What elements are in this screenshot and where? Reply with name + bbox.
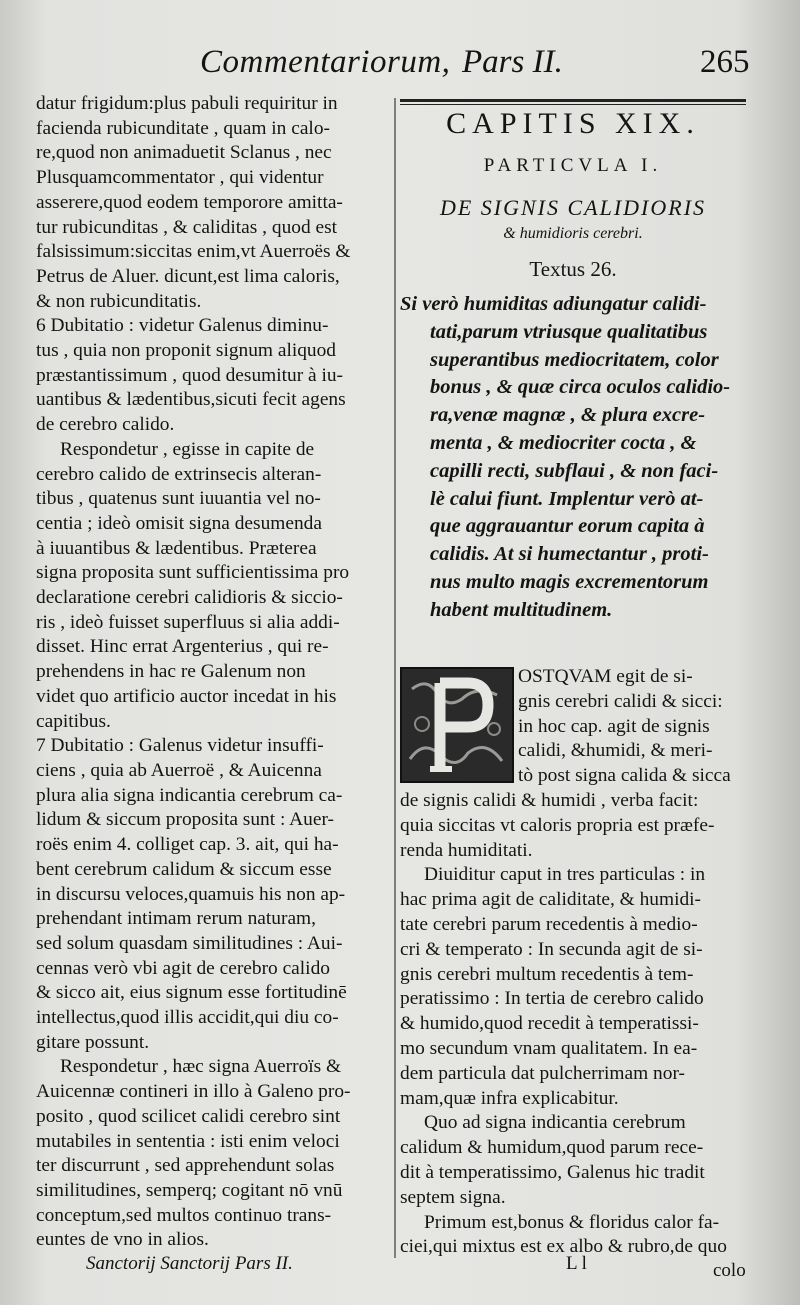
quote-line: que aggrauantur eorum capita à xyxy=(430,515,705,538)
quote-line: calidis. At si humectantur , proti- xyxy=(430,543,709,566)
text-line: bent cerebrum calidum & siccum esse xyxy=(36,858,332,880)
text-line: Diuiditur caput in tres particulas : in xyxy=(424,864,706,886)
section-title: DE SIGNIS CALIDIORIS xyxy=(439,195,707,220)
text-line: calidum & humidum,quod parum rece- xyxy=(400,1137,704,1159)
text-line: de cerebro calido. xyxy=(36,414,175,436)
text-line: mam,quæ infra explicabitur. xyxy=(400,1087,619,1109)
text-line: OSTQVAM egit de si- xyxy=(518,666,693,687)
text-line: mutabiles in sententia : isti enim veloci xyxy=(36,1130,340,1152)
text-line: dem particula dat pulcherrimam nor- xyxy=(400,1062,685,1084)
quote-line: nus multo magis excrementorum xyxy=(430,570,709,593)
text-line: prehendens in hac re Galenum non xyxy=(36,661,306,683)
text-line: renda humiditati. xyxy=(400,839,533,861)
text-line: roës enim 4. colliget cap. 3. ait, qui ha- xyxy=(36,834,339,856)
printer-signature: Sanctorij Sanctorij Pars II. xyxy=(86,1253,293,1274)
text-line: tate cerebri parum recedentis à medio- xyxy=(400,913,698,935)
text-line: dit à temperatissimo, Galenus hic tradit xyxy=(400,1161,705,1183)
text-line: Petrus de Aluer. dicunt,est lima caloris, xyxy=(36,265,340,287)
quote-line: habent multitudinem. xyxy=(430,598,613,621)
quote-line: lè calui fiunt. Implentur verò at- xyxy=(430,487,704,510)
text-line: tur rubicunditas , & caliditas , quod est xyxy=(36,216,338,238)
quoted-text xyxy=(400,291,746,625)
top-rule xyxy=(400,99,746,102)
text-line: similitudines, semperq; cogitant nō vnū xyxy=(36,1179,343,1201)
page-number: 265 xyxy=(700,44,750,80)
text-line: cri & temperato : In secunda agit de si- xyxy=(400,938,703,960)
text-line: cerebro calido de extrinsecis alteran- xyxy=(36,463,322,485)
text-line: Respondetur , egisse in capite de xyxy=(60,438,315,460)
text-line: cennas verò vbi agit de cerebro calido xyxy=(36,957,330,979)
text-line: asserere,quod eodem temporore amitta- xyxy=(36,191,343,213)
text-line: declaratione cerebri calidioris & siccio- xyxy=(36,587,343,609)
text-line: in discursu veloces,quamuis his non ap- xyxy=(36,883,346,905)
running-part: Pars II. xyxy=(462,44,563,80)
text-line: hac prima agit de caliditate, & humidi- xyxy=(400,889,701,911)
text-line: capitibus. xyxy=(36,710,111,732)
signature-mark: L l xyxy=(566,1253,587,1274)
text-line: quia siccitas vt caloris propria est præfe- xyxy=(400,814,715,836)
text-line: datur frigidum:plus pabuli requiritur in xyxy=(36,93,338,114)
text-line: calidi, &humidi, & meri- xyxy=(518,740,713,762)
text-line: sed solum quasdam similitudines : Aui- xyxy=(36,932,343,954)
text-line: in hoc cap. agit de signis xyxy=(518,715,710,737)
text-line: lidum & siccum proposita sunt : Auer- xyxy=(36,809,334,831)
particula-heading: PARTICVLA I. xyxy=(483,155,663,176)
running-header xyxy=(0,40,800,90)
text-line: intellectus,quod illis accidit,qui diu co- xyxy=(36,1007,339,1029)
column-divider xyxy=(394,98,396,1258)
catchword: colo xyxy=(713,1260,746,1281)
text-line: gitare possunt. xyxy=(36,1031,150,1053)
text-line: facienda rubicunditate , quam in calo- xyxy=(36,117,330,139)
text-line: conceptum,sed multos continuo trans- xyxy=(36,1204,332,1226)
text-line: videt quo artificio auctor incedat in his xyxy=(36,685,337,707)
text-line: ciens , quia ab Auerroë , & Auicenna xyxy=(36,759,322,781)
text-line: 6 Dubitatio : videtur Galenus diminu- xyxy=(36,315,329,337)
quote-line: tati,parum vtriusque qualitatibus xyxy=(430,320,708,343)
text-line: signa proposita sunt sufficientissima pro xyxy=(36,562,350,584)
text-line: de signis calidi & humidi , verba facit: xyxy=(400,789,699,811)
text-line: gnis cerebri multum recedentis à tem- xyxy=(400,963,694,985)
text-line: Auicennæ contineri in illo à Galeno pro- xyxy=(36,1081,351,1103)
text-line: ris , ideò fuisset superfluus si alia addi- xyxy=(36,611,340,633)
text-line: tò post signa calida & sicca xyxy=(518,765,731,787)
quote-line: bonus , & quæ circa oculos calidio- xyxy=(430,376,731,399)
text-line: posito , quod scilicet calidi cerebro sint xyxy=(36,1105,341,1127)
quote-line: ra,venæ magnæ , & plura excre- xyxy=(430,404,706,427)
text-line: mo secundum vnam qualitatem. In ea- xyxy=(400,1037,698,1059)
text-line: peratissimo : In tertia de cerebro calido xyxy=(400,988,704,1010)
text-line: 7 Dubitatio : Galenus videtur insuffi- xyxy=(36,735,324,757)
quote-line: superantibus mediocritatem, color xyxy=(430,348,719,371)
text-line: uantibus & lædentibus,sicuti fecit agens xyxy=(36,389,346,411)
text-line: à iuuantibus & lædentibus. Præterea xyxy=(36,537,317,559)
text-line: re,quod non animaduetit Sclanus , nec xyxy=(36,142,332,164)
quote-line: Si verò humiditas adiungatur calidi- xyxy=(400,293,707,315)
text-line: Plusquamcommentator , qui videntur xyxy=(36,167,324,189)
left-column xyxy=(36,92,380,1252)
text-line: præstantissimum , quod desumitur à iu- xyxy=(36,364,344,386)
text-line: ciei,qui mixtus est ex albo & rubro,de quo xyxy=(400,1236,727,1258)
text-line: Quo ad signa indicantia cerebrum xyxy=(424,1112,686,1134)
text-line: plura alia signa indicantia cerebrum ca- xyxy=(36,784,343,806)
text-line: septem signa. xyxy=(400,1186,506,1208)
text-line: Respondetur , hæc signa Auerroïs & xyxy=(60,1056,342,1078)
text-line: tus , quia non proponit signum aliquod xyxy=(36,340,337,362)
text-line: & humido,quod recedit à temperatissi- xyxy=(400,1013,699,1035)
top-rule-thin xyxy=(400,104,746,105)
textus-label: Textus 26. xyxy=(529,257,617,281)
right-column xyxy=(398,95,748,1258)
running-title: Commentariorum, xyxy=(200,44,451,80)
text-line: & non rubicunditatis. xyxy=(36,290,202,312)
section-subtitle: & humidioris cerebri. xyxy=(503,225,643,242)
text-line: falsissimum:siccitas enim,vt Auerroës & xyxy=(36,241,351,263)
text-line: euntes de vno in alios. xyxy=(36,1229,209,1251)
text-line: & sicco ait, eius signum esse fortitudinē xyxy=(36,982,347,1004)
text-line: prehendant intimam rerum naturam, xyxy=(36,908,316,930)
text-line: tibus , quatenus sunt iuuantia vel no- xyxy=(36,488,321,510)
text-line: gnis cerebri calidi & sicci: xyxy=(518,690,723,712)
text-line: Primum est,bonus & floridus calor fa- xyxy=(424,1211,720,1233)
chapter-heading: CAPITIS XIX. xyxy=(446,107,700,140)
quote-line: capilli recti, subflaui , & non faci- xyxy=(430,459,719,482)
text-line: ter discurrunt , sed apprehendunt solas xyxy=(36,1155,335,1177)
commentary-text xyxy=(400,665,746,1260)
text-line: disset. Hinc errat Argenterius , qui re- xyxy=(36,636,329,658)
text-line: centia ; ideò omisit signa desumenda xyxy=(36,512,322,534)
quote-line: menta , & mediocriter cocta , & xyxy=(430,431,697,454)
